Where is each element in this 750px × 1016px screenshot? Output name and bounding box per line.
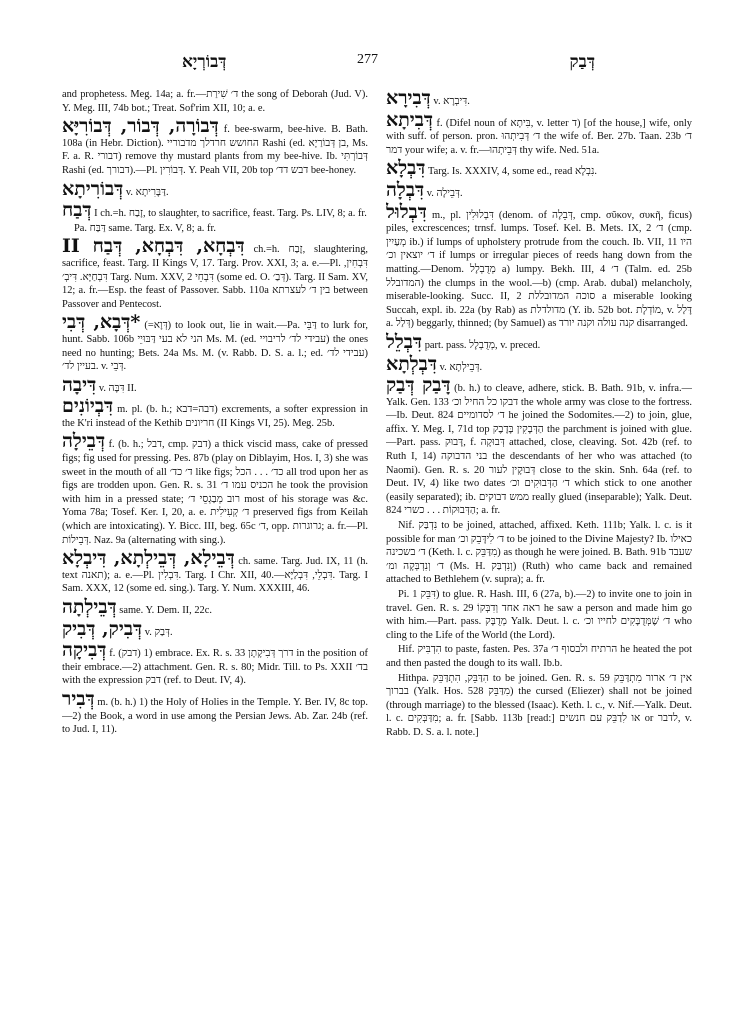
header-right-guide-word: דְּבַק — [569, 52, 595, 71]
entry-definition: (=דְּוָא) to look out, lie in wait.—Pa. דַּבֵּי to lurk for, hunt. Sabb. 106b הני לא בעי דַּבּוּיֵי Ms. M. (ed. עבידי לד׳ לריבויי) the ones need no hunting; Bets. 24a Ms. M. (v. Rabb. D. S. a. l.; ed. עבידי לד׳) בעיין לד׳. v. דְּבֵי. — [62, 320, 368, 373]
dictionary-entry — [62, 396, 368, 430]
dictionary-entry — [62, 236, 368, 311]
entry-headword: דְּבִיק, דְּבִיק — [62, 617, 143, 640]
entry-headword: דְּבוֹרָה, דְּבוֹר, דְּבוֹרִיָּא — [62, 115, 219, 138]
entry-headword: דְּבֵילָה — [62, 430, 106, 453]
dictionary-entry — [386, 332, 692, 353]
entry-headword: דְּבַח — [62, 199, 92, 222]
entry-headword: דִּבְלֵל — [386, 330, 423, 353]
entry-definition: v. דִּיבְרָא. — [433, 96, 470, 107]
entry-headword: דִּבְחָא, דִּבְחָא, דְּבַח II — [62, 235, 245, 258]
entry-headword: דָּבַק דְּבַק — [386, 374, 451, 397]
entry-definition: v. דְּבַק. — [144, 626, 173, 638]
entry-definition: same. Y. Dem. II, 22c. — [119, 605, 212, 616]
entry-definition: (b. h.) to cleave, adhere, stick. B. Bath. 91b, v. infra.—Yalk. Gen. 133 דבקו כל החיל וכ׳ the whole army was close to the fortress.—Ib. Deut. 824 ד׳ לסדומיים he joined the Sodomites.—2) to join, glue, affix. Y. Meg. I, 71d top הַדְּבָקִין בָּדֶבֶק the parchment is joined with glue.—Part. pass. דָּבוּק, f. דְּבוּקָה attached, close, cleaving. Sot. 42b (ref. to Ruth I, 14) בני הדבוקה the descendants of her who was attached (to Naomi). Gen. R. s. 20 דְּבוּקָין לעור close to the skin. Snh. 64a (ref. to Deut. IV, 4) like two dates ד׳ הַדְּבוּקִים וכ׳ which stick to one another (easily separated); ib. ממש דבוקים really glued (inseparable); Yalk. Deut. 824 הַדְּבוּקוֹת . . . כשרי; a. fr. — [386, 383, 692, 517]
dictionary-entry — [386, 88, 692, 109]
entry-definition: ch. same. Targ. Jud. IX, 11 (h. text תאנה); a. e.—Pl. דִּבְלִין. Targ. I Chr. XII, 40.—דִּבְלֵי, דִּבְלַיָּא. Targ. I Sam. XXX, 12 (some ed. sing.). Targ. Y. Num. XXXIII, 46. — [62, 556, 368, 595]
entry-headword: דְּבִיקָה — [62, 639, 107, 662]
dictionary-entry — [62, 116, 368, 177]
entry-headword: דְּבִיתָא — [386, 108, 434, 131]
dictionary-entry — [386, 202, 692, 331]
dictionary-entry — [62, 548, 368, 596]
entry-headword: *דְּבָא, דְּבִי — [62, 311, 141, 334]
entry-definition: v. דְּבֵילָה. — [426, 187, 463, 199]
entry-definition: v. דִּבָּה II. — [98, 382, 137, 394]
dictionary-entry — [386, 180, 692, 201]
right-column — [386, 88, 692, 993]
dictionary-entry — [62, 431, 368, 547]
dictionary-entry — [386, 519, 692, 587]
entry-definition: m., pl. דִּבְלוּלִין (denom. of דְּבֵלָה, cmp. σῦκον, συκῆ, ficus) piles, excrescences; trnsf. lumps. Tosef. Kel. B. Mets. IX, 2 ד׳ (cmp. מְעַיִין ib.) if lumps of upholstery protrude from the couch. Ib. VII, 11 היו ד׳ יוצאין וכ׳ if lumps or irregular pieces of reeds hang down from the matting.—Denom. מְדֻבְלָל a) lumpy. Bekh. III, 4 ד׳ (Talm. ed. 25b המדובלל) the clumps in the wool.—b) (cmp. Arab. dubal) melancholy, miserable-looking. Succ. II, 2 סוכה המדובללת a miserable looking Succah, expl. ib. 22a (by Rab) as מדולדלת (Y. ib. 52b bot. מוֹדְלָת, v. דָּלַל a. דְּלַל) beggarly, thinned; (by Samuel) as קנה עולה וקנה יורד disarranged. — [386, 209, 692, 330]
entry-definition: Hif. הִדְבִּיק to paste, fasten. Pes. 37a הרתיח ולבסוף ד׳ he heated the pot and then pasted the dough to its wall. Ib.b. — [386, 644, 692, 669]
header-left-guide-word: דְּבוֹרְיָא — [182, 52, 227, 71]
entry-definition: v. דַּבָּרִיתָא. — [125, 186, 169, 198]
dictionary-entry — [386, 375, 692, 518]
entry-definition: m. pl. (b. h.; דבה=דבא) excrements, a softer expression in the K'ri instead of the Kethib חריונים (II Kings VI, 25). Meg. 25b. — [62, 404, 368, 429]
entry-definition: Nif. נִדְבַּק to be joined, attached, affixed. Keth. 111b; Yalk. l. c. is it possible for man ד׳ לִידָּבֵק וכ׳ to be joined to the Divine Majesty? Ib. כאילו ד׳ בשכינה (Keth. l. c. מִדַּבֵּק) as though he were joined. B. Bath. 91b שעבד ד׳ וְנִדְבְּקָה ומ׳ (Ms. H. וְנִדְבַּק) (Ruth) who came back and remained attached to Bethlehem (v. supra); a. fr. — [386, 520, 692, 586]
entry-definition: and prophetess. Meg. 14a; a. fr.—ד׳ שִׁירַת the song of Deborah (Jud. V). Y. Meg. III, 74b bot.; Treat. Sof'rim XII, 10; a. e. — [62, 89, 368, 114]
entry-definition: f. (Difel noun of בִּיתָא, v. letter ד) [of the house,] wife, only with suff. of person. pron. ד׳ דְּבִיתְהוּ the wife of. Ber. 27b. Taan. 23b ד׳ דמר your wife; a. v. fr.—דְּבֵיתְהוּ thy wife. Ned. 51a. — [386, 117, 692, 156]
entry-headword: דְּבוֹרִיתָא — [62, 177, 124, 200]
entry-headword: דִּבְלָה — [386, 178, 425, 201]
entry-definition: part. pass. מְדֻבְלָל, v. preced. — [424, 339, 541, 351]
dictionary-entry — [386, 588, 692, 642]
dictionary-entry — [62, 640, 368, 688]
dictionary-entry — [62, 597, 368, 618]
dictionary-entry — [386, 110, 692, 158]
dictionary-entry — [386, 354, 692, 375]
entry-definition: Hithpa. הִדַּבֵּק, הִתְדַּבֵּק to be joined. Gen. R. s. 59 אין ד׳ ארור מִתְדַּבֵּק בברוך (Yalk. Hos. 528 מִדַּבֵּק) the cursed (Eliezer) shall not be joined (through marriage) to the blessed (Isaac). Keth. l. c., v. Nif.—Yalk. Deut. l. c. מִדַּבְּקִים; a. fr. [Sabb. 113b [read:] או לִדַבֵּק עם חנשים or לדבר, v. Rabb. D. S. a. l. note.] — [386, 672, 692, 738]
entry-definition: v. דְּבֵילְתָא. — [439, 361, 483, 373]
dictionary-entry — [62, 689, 368, 737]
entry-headword: דְּבִיר — [62, 687, 95, 710]
dictionary-entry — [62, 312, 368, 373]
dictionary-entry — [386, 158, 692, 179]
dictionary-entry — [386, 643, 692, 670]
entry-definition: Pa. דַּבַּח same. Targ. Ex. V, 8; a. fr. — [74, 222, 216, 234]
entry-headword: דְּבֵילְתָה — [62, 596, 117, 618]
entry-headword: דִּבְלָא — [386, 157, 426, 180]
dictionary-entry — [62, 88, 368, 115]
left-column — [62, 88, 368, 993]
entry-definition: f. (דבק) 1) embrace. Ex. R. s. 33 דרך דְּבִיקָתָן in the position of their embrace.—2) attachment. Gen. R. s. 80; Midr. Till. to Ps. XXII בד׳ with the expression דבק (ref. to Deut. IV, 4). — [62, 648, 368, 687]
entry-definition: Pi. דִּבֵּק 1) to glue. R. Hash. III, 6 (27a, b).—2) to invite one to join in travel. Gen. R. s. 29 ראה אחד וְדִבְּקוֹ he saw a person and made him go with him.—Part. pass. מְדֻבָּק Yalk. Deut. l. c. ד׳ שֶׁמְּדֻבָּקִים לחייו וכ׳ who cling to the Life of the World (the Lord). — [386, 589, 692, 641]
page-header — [62, 48, 690, 74]
dictionary-entry — [62, 222, 368, 236]
dictionary-entry — [386, 672, 692, 740]
entry-definition: f. (b. h.; דבל, cmp. דבק) a thick viscid mass, cake of pressed figs; fig used for pressing. Pes. 87b (play on Diblayim, Hos. I, 3) she was sweet in the mouth of all ד׳ כד׳ like figs; כד׳ . . . הכל all trod upon her as figs are trodden upon. Gen. R. s. 31 הכניס עמו ד׳ he took the provision with him in a pressed state; רוב מְבַגְסֵי ד׳ most of his storage was &c. Yoma 78a; Tosef. Ker. I, 20, a. e. ד׳ קְעִילִית preserved figs from Keilah (which are intoxicating). Y. Bicc. III, beg. 65c ד׳, opp. גרוגרות; a. fr.—Pl. דְּבֵילוֹת. Naz. 9a (alternating with sing.). — [62, 439, 368, 546]
entry-headword: דְּבֵילָא, דְּבֵילְתָא, דִּיבְלָא — [62, 547, 235, 570]
page-number: 277 — [357, 52, 378, 67]
dictionary-entry — [62, 200, 368, 221]
entry-definition: I ch.=h. זָבַח, to slaughter, to sacrifice, feast. Targ. Ps. LIV, 8; a. fr. — [94, 208, 367, 220]
entry-definition: Targ. Is. XXXIV, 4, some ed., read נִבְלָא. — [428, 166, 598, 178]
dictionary-entry — [62, 375, 368, 396]
entry-definition: m. (b. h.) 1) the Holy of Holies in the Temple. Y. Ber. IV, 8c top.—2) the Book, a word in use among the Persian Jews. Ab. Zar. 24b (ref. to Jud. I, 11). — [62, 696, 368, 736]
dictionary-entry — [62, 619, 368, 640]
entry-definition: f. bee-swarm, bee-hive. B. Bath. 108a (in Hebr. Diction). החושש חרדלך מדבוריי Rashi (ed. בן דְּבוֹרַיָא, Ms. F. a. R. דבורי) remove thy mustard plants from my bee-hive. Ib. דְּבוֹרְתִּי Rashi (ed. דבורך).—Pl. דְּבוֹרִין. Y. Peah VII, 20b top דבש דד׳ bee-honey. — [62, 124, 368, 176]
entry-headword: דִּבְיוֹנִים — [62, 395, 114, 418]
entry-headword: דְּבִירָא — [386, 88, 431, 109]
entry-definition: ch.=h. זֶבַח, slaughtering, sacrifice, feast. Targ. II Kings V, 17. Targ. Prov. XXI, 3; a. e.—Pl. דִּבְחִין, דִּבְחַיָּא. דִּיבְ׳ Targ. Num. XXV, 2 דִּבְחֵי (some ed. O. דְּבַ׳). Targ. II Sam. XV, 12; a. fr.—Esp. the feast of Passover. Sabb. 110a בין ד׳ לעצרתא between Passover and Pentecost. — [62, 244, 368, 310]
entry-headword: דִּבְלוּל — [386, 200, 427, 223]
entry-headword: דִּיבָה — [62, 373, 97, 396]
entry-headword: דִּבְלְתָא — [386, 352, 437, 375]
dictionary-entry — [62, 179, 368, 200]
